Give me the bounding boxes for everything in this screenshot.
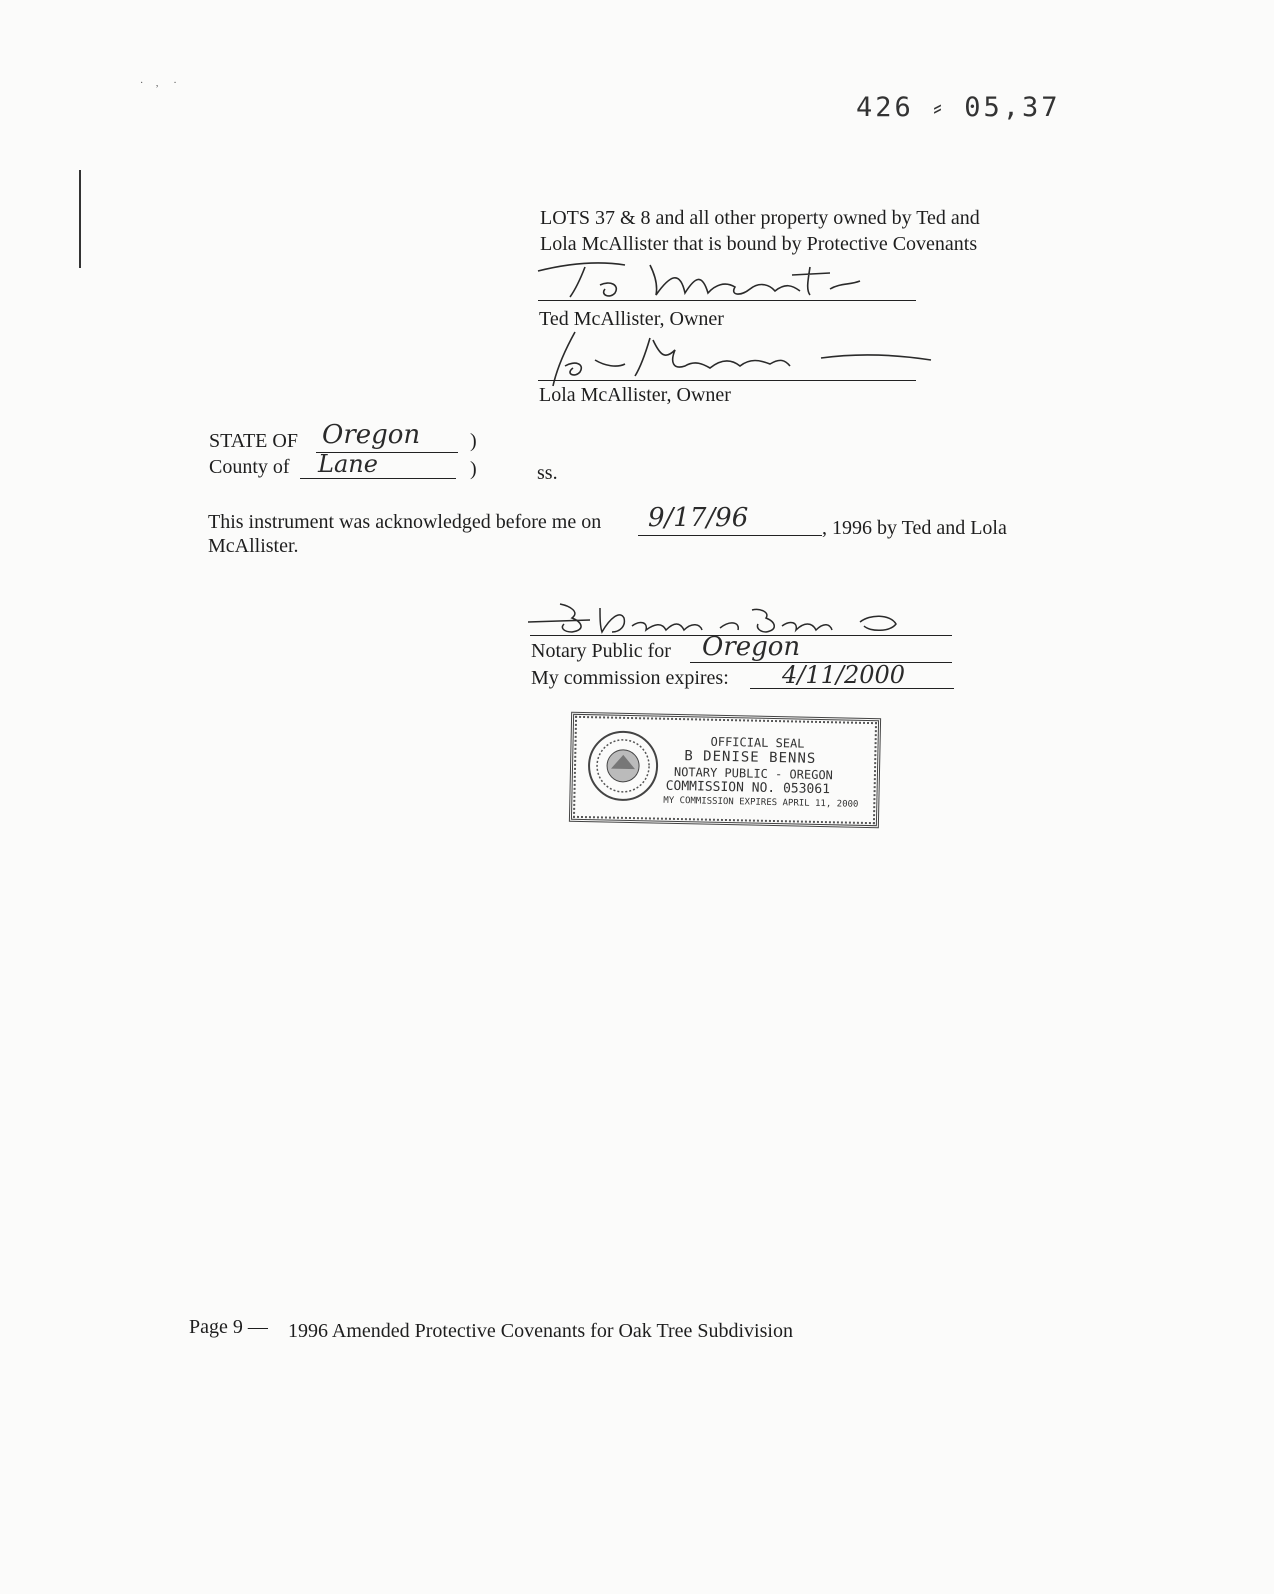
- county-value: Lane: [318, 450, 378, 478]
- ack-date: 9/17/96: [648, 503, 749, 533]
- official-seal-stamp: [569, 712, 881, 828]
- seal-line-1: OFFICIAL SEAL: [710, 734, 805, 751]
- ack-text-after: , 1996 by Ted and Lola: [822, 517, 1007, 539]
- lola-signature-line: [538, 380, 916, 381]
- commission-expires-line: [750, 688, 954, 689]
- ted-signature: [530, 255, 890, 305]
- scan-speckles: · , ·: [140, 78, 177, 89]
- state-paren: ): [470, 430, 477, 452]
- ack-line-2: McAllister.: [208, 535, 299, 557]
- state-value: Oregon: [322, 420, 421, 450]
- ted-signature-line: [538, 300, 916, 301]
- ss-label: ss.: [537, 462, 558, 484]
- commission-expires-value: 4/11/2000: [782, 661, 906, 689]
- seal-line-4: COMMISSION NO. 053061: [665, 778, 831, 798]
- footer-page-label: Page 9 —: [189, 1316, 268, 1338]
- state-label: STATE OF: [209, 430, 298, 452]
- ack-text-before: This instrument was acknowledged before me on: [208, 511, 602, 533]
- ack-date-line: [638, 535, 822, 536]
- lola-caption: Lola McAllister, Owner: [539, 384, 731, 406]
- notary-public-label: Notary Public for: [531, 640, 671, 662]
- seal-line-2: B DENISE BENNS: [684, 748, 817, 767]
- seal-line-3: NOTARY PUBLIC - OREGON: [673, 764, 834, 783]
- record-number: 426 ⸗ 05,37: [856, 92, 1061, 123]
- lots-line-2: Lola McAllister that is bound by Protective Covenants: [540, 233, 978, 255]
- county-label: County of: [209, 456, 290, 478]
- margin-mark: [79, 170, 81, 268]
- footer-doc-title: 1996 Amended Protective Covenants for Oak Tree Subdivision: [288, 1320, 793, 1342]
- county-line: [300, 478, 456, 479]
- seal-line-5: MY COMMISSION EXPIRES APRIL 11, 2000: [663, 795, 859, 810]
- ted-caption: Ted McAllister, Owner: [539, 308, 724, 330]
- lots-line-1: LOTS 37 & 8 and all other property owned by Ted and: [540, 207, 980, 229]
- county-paren: ): [470, 458, 477, 480]
- state-seal-emblem: [585, 728, 661, 804]
- commission-expires-label: My commission expires:: [531, 667, 729, 689]
- notary-public-value: Oregon: [702, 632, 801, 662]
